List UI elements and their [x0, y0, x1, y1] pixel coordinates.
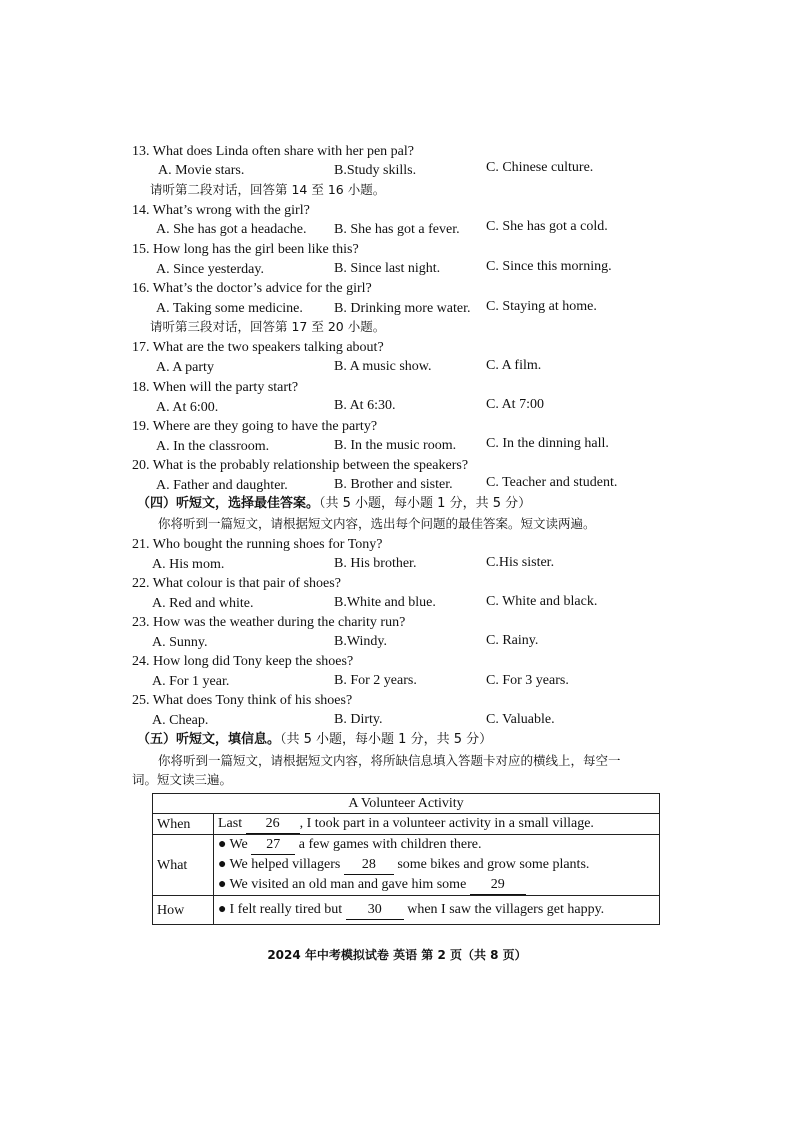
section-4-heading	[137, 495, 531, 513]
how-text-post: when I saw the villagers get happy.	[407, 902, 605, 917]
option-20-a: A. Father and daughter.	[156, 478, 288, 493]
page-footer: 2024 年中考模拟试卷 英语 第 2 页（共 8 页）	[267, 948, 527, 962]
option-21-c: C.His sister.	[486, 555, 555, 570]
option-13-a: A. Movie stars.	[158, 163, 245, 178]
question-18: 18. When will the party start?	[132, 380, 299, 395]
what2-text-post: some bikes and grow some plants.	[397, 857, 590, 872]
option-21-a: A. His mom.	[152, 557, 225, 572]
option-25-c: C. Valuable.	[486, 712, 555, 727]
row-content-when	[214, 814, 660, 835]
section-5-meta: （共 5 小题，每小题 1 分，共 5 分）	[280, 732, 493, 747]
option-19-a: A. In the classroom.	[156, 439, 270, 454]
option-22-a: A. Red and white.	[152, 596, 254, 611]
bullet-icon: ●	[218, 877, 227, 892]
section-4-meta: （共 5 小题，每小题 1 分，共 5 分）	[319, 496, 532, 511]
option-21-b: B. His brother.	[334, 556, 417, 571]
section-4-title: （四）听短文，选择最佳答案。	[137, 496, 320, 511]
what2-text-pre: We helped villagers	[229, 857, 341, 872]
option-22-b: B.White and blue.	[334, 595, 436, 610]
section-5-heading	[137, 731, 492, 749]
option-16-b: B. Drinking more water.	[334, 301, 471, 316]
table-row-how	[153, 896, 660, 925]
row-label-when: When	[153, 814, 214, 835]
section-5-title: （五）听短文，填信息。	[137, 732, 281, 747]
option-18-a: A. At 6:00.	[156, 400, 219, 415]
how-text-pre: I felt really tired but	[229, 902, 343, 917]
option-20-b: B. Brother and sister.	[334, 477, 453, 492]
option-17-c: C. A film.	[486, 358, 542, 373]
option-14-c: C. She has got a cold.	[486, 219, 608, 234]
option-17-b: B. A music show.	[334, 359, 432, 374]
bullet-icon: ●	[218, 857, 227, 872]
option-13-b: B.Study skills.	[334, 163, 417, 178]
option-19-c: C. In the dinning hall.	[486, 436, 609, 451]
option-18-c: C. At 7:00	[486, 397, 544, 412]
table-row-when	[153, 814, 660, 835]
section-5-description-2: 词。短文读三遍。	[132, 772, 233, 787]
option-24-c: C. For 3 years.	[486, 673, 569, 688]
question-22: 22. What colour is that pair of shoes?	[132, 576, 341, 591]
when-text-post: , I took part in a volunteer activity in a small village.	[299, 816, 594, 831]
question-19: 19. Where are they going to have the party?	[132, 419, 378, 434]
row-content-how	[214, 896, 660, 925]
question-13: 13. What does Linda often share with her pen pal?	[132, 144, 414, 159]
question-24: 24. How long did Tony keep the shoes?	[132, 654, 354, 669]
option-14-b: B. She has got a fever.	[334, 222, 460, 237]
row-label-how: How	[153, 896, 214, 925]
option-23-c: C. Rainy.	[486, 633, 539, 648]
blank-27: 27	[251, 835, 295, 855]
question-21: 21. Who bought the running shoes for Tony?	[132, 537, 383, 552]
option-25-b: B. Dirty.	[334, 712, 383, 727]
option-18-b: B. At 6:30.	[334, 398, 396, 413]
when-text-pre: Last	[218, 816, 243, 831]
blank-26: 26	[246, 814, 300, 834]
row-content-what	[214, 835, 660, 896]
blank-28: 28	[344, 855, 394, 875]
bullet-icon: ●	[218, 837, 227, 852]
question-15: 15. How long has the girl been like this?	[132, 242, 359, 257]
option-15-b: B. Since last night.	[334, 261, 441, 276]
section-5-description-1: 你将听到一篇短文，请根据短文内容，将所缺信息填入答题卡对应的横线上，每空一	[158, 753, 621, 768]
option-20-c: C. Teacher and student.	[486, 475, 618, 490]
what1-text-post: a few games with children there.	[298, 837, 482, 852]
volunteer-activity-table	[152, 793, 660, 925]
option-13-c: C. Chinese culture.	[486, 160, 594, 175]
section-4-description: 你将听到一篇短文，请根据短文内容，选出每个问题的最佳答案。短文读两遍。	[158, 516, 596, 531]
what-item-2	[218, 855, 655, 875]
option-14-a: A. She has got a headache.	[156, 222, 307, 237]
option-23-b: B.Windy.	[334, 634, 387, 649]
instruction-dialog-2: 请听第二段对话，回答第 14 至 16 小题。	[150, 182, 386, 197]
table-title: A Volunteer Activity	[153, 794, 660, 814]
option-15-a: A. Since yesterday.	[156, 262, 264, 277]
question-14: 14. What’s wrong with the girl?	[132, 203, 310, 218]
option-16-c: C. Staying at home.	[486, 299, 597, 314]
option-25-a: A. Cheap.	[152, 713, 209, 728]
option-19-b: B. In the music room.	[334, 438, 457, 453]
question-23: 23. How was the weather during the charity run?	[132, 615, 406, 630]
option-16-a: A. Taking some medicine.	[156, 301, 303, 316]
instruction-dialog-3: 请听第三段对话，回答第 17 至 20 小题。	[150, 319, 386, 334]
question-20: 20. What is the probably relationship between the speakers?	[132, 458, 469, 473]
option-23-a: A. Sunny.	[152, 635, 208, 650]
blank-30: 30	[346, 900, 404, 920]
table-row-what	[153, 835, 660, 896]
what-item-1	[218, 835, 655, 855]
what3-text-pre: We visited an old man and gave him some	[229, 877, 467, 892]
question-17: 17. What are the two speakers talking about?	[132, 340, 384, 355]
option-17-a: A. A party	[156, 360, 214, 375]
question-25: 25. What does Tony think of his shoes?	[132, 693, 353, 708]
question-16: 16. What’s the doctor’s advice for the girl?	[132, 281, 372, 296]
what1-text-pre: We	[229, 837, 248, 852]
option-22-c: C. White and black.	[486, 594, 598, 609]
row-label-what: What	[153, 835, 214, 896]
what-item-3	[218, 875, 655, 895]
option-24-a: A. For 1 year.	[152, 674, 230, 689]
bullet-icon: ●	[218, 902, 227, 917]
blank-29: 29	[470, 875, 526, 895]
option-24-b: B. For 2 years.	[334, 673, 417, 688]
option-15-c: C. Since this morning.	[486, 259, 612, 274]
table-title-row	[153, 794, 660, 814]
